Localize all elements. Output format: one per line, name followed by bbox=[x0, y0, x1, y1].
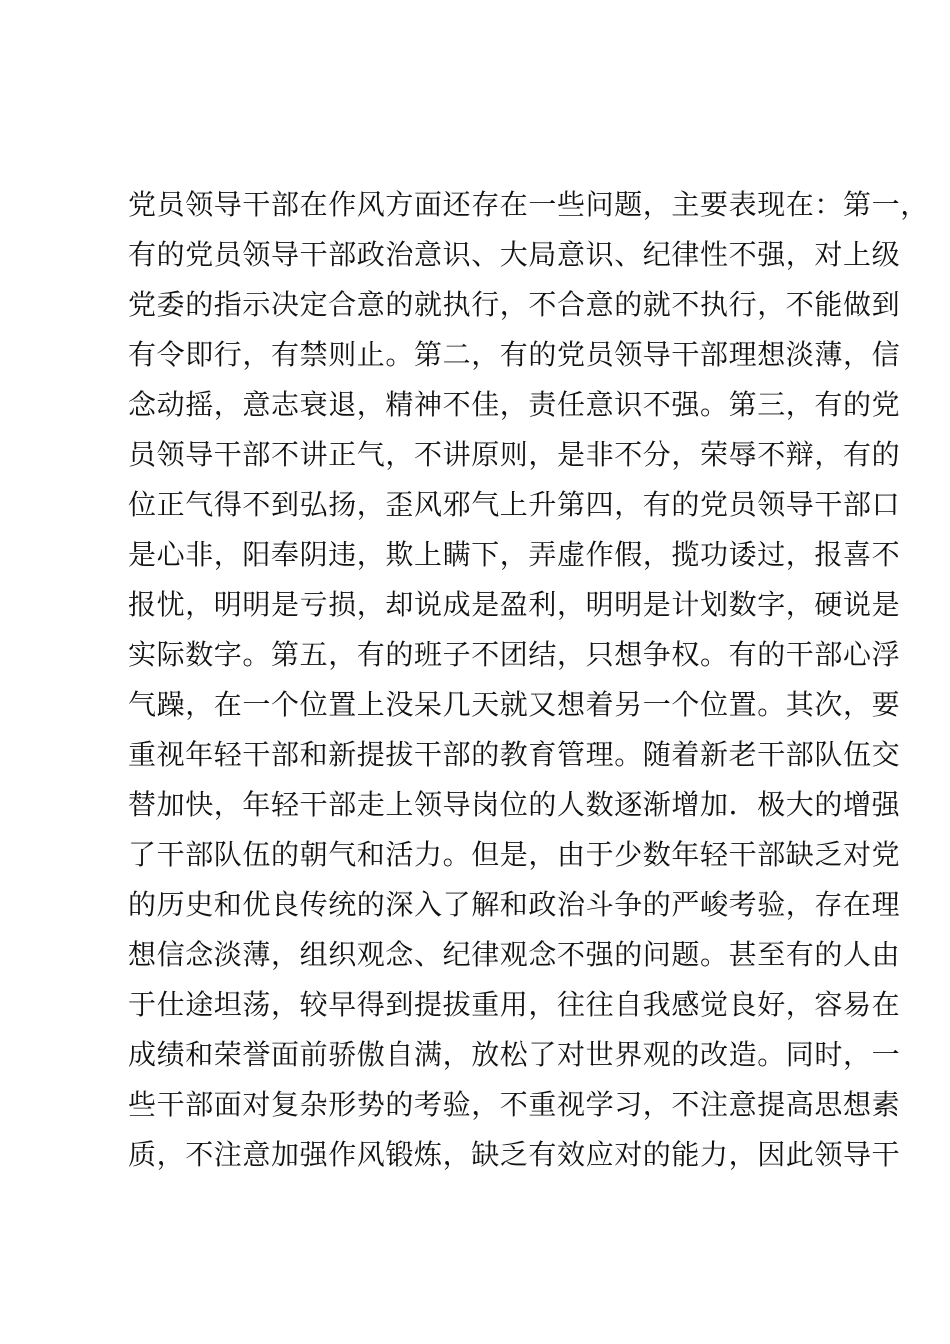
text-line: 员领导干部不讲正气，不讲原则，是非不分，荣辱不辩，有的 bbox=[128, 438, 901, 471]
text-line: 于仕途坦荡，较早得到提拔重用，往往自我感觉良好，容易在 bbox=[128, 988, 901, 1021]
text-line: 替加快，年轻干部走上领导岗位的人数逐渐增加．极大的增强 bbox=[128, 788, 901, 821]
text-line: 想信念淡薄，组织观念、纪律观念不强的问题。甚至有的人由 bbox=[128, 938, 901, 971]
text-line: 念动摇，意志衰退，精神不佳，责任意识不强。第三，有的党 bbox=[128, 388, 901, 421]
text-line: 党委的指示决定合意的就执行，不合意的就不执行，不能做到 bbox=[128, 288, 901, 321]
text-line: 气躁，在一个位置上没呆几天就又想着另一个位置。其次，要 bbox=[128, 688, 901, 721]
text-line: 党员领导干部在作风方面还存在一些问题，主要表现在：第一， bbox=[128, 188, 929, 221]
text-line: 有令即行，有禁则止。第二，有的党员领导干部理想淡薄，信 bbox=[128, 338, 901, 371]
body-paragraph bbox=[128, 180, 929, 1180]
text-line: 了干部队伍的朝气和活力。但是，由于少数年轻干部缺乏对党 bbox=[128, 838, 901, 871]
text-line: 重视年轻干部和新提拔干部的教育管理。随着新老干部队伍交 bbox=[128, 738, 901, 771]
text-line: 报忧，明明是亏损，却说成是盈利，明明是计划数字，硬说是 bbox=[128, 588, 901, 621]
text-line: 实际数字。第五，有的班子不团结，只想争权。有的干部心浮 bbox=[128, 638, 901, 671]
text-line: 位正气得不到弘扬，歪风邪气上升第四，有的党员领导干部口 bbox=[128, 488, 901, 521]
text-line: 的历史和优良传统的深入了解和政治斗争的严峻考验，存在理 bbox=[128, 888, 901, 921]
text-line: 是心非，阳奉阴违，欺上瞒下，弄虚作假，揽功诿过，报喜不 bbox=[128, 538, 901, 571]
text-line: 质，不注意加强作风锻炼，缺乏有效应对的能力，因此领导干 bbox=[128, 1138, 901, 1171]
text-line: 些干部面对复杂形势的考验，不重视学习，不注意提高思想素 bbox=[128, 1088, 901, 1121]
text-line: 成绩和荣誉面前骄傲自满，放松了对世界观的改造。同时，一 bbox=[128, 1038, 901, 1071]
text-line: 有的党员领导干部政治意识、大局意识、纪律性不强，对上级 bbox=[128, 238, 901, 271]
